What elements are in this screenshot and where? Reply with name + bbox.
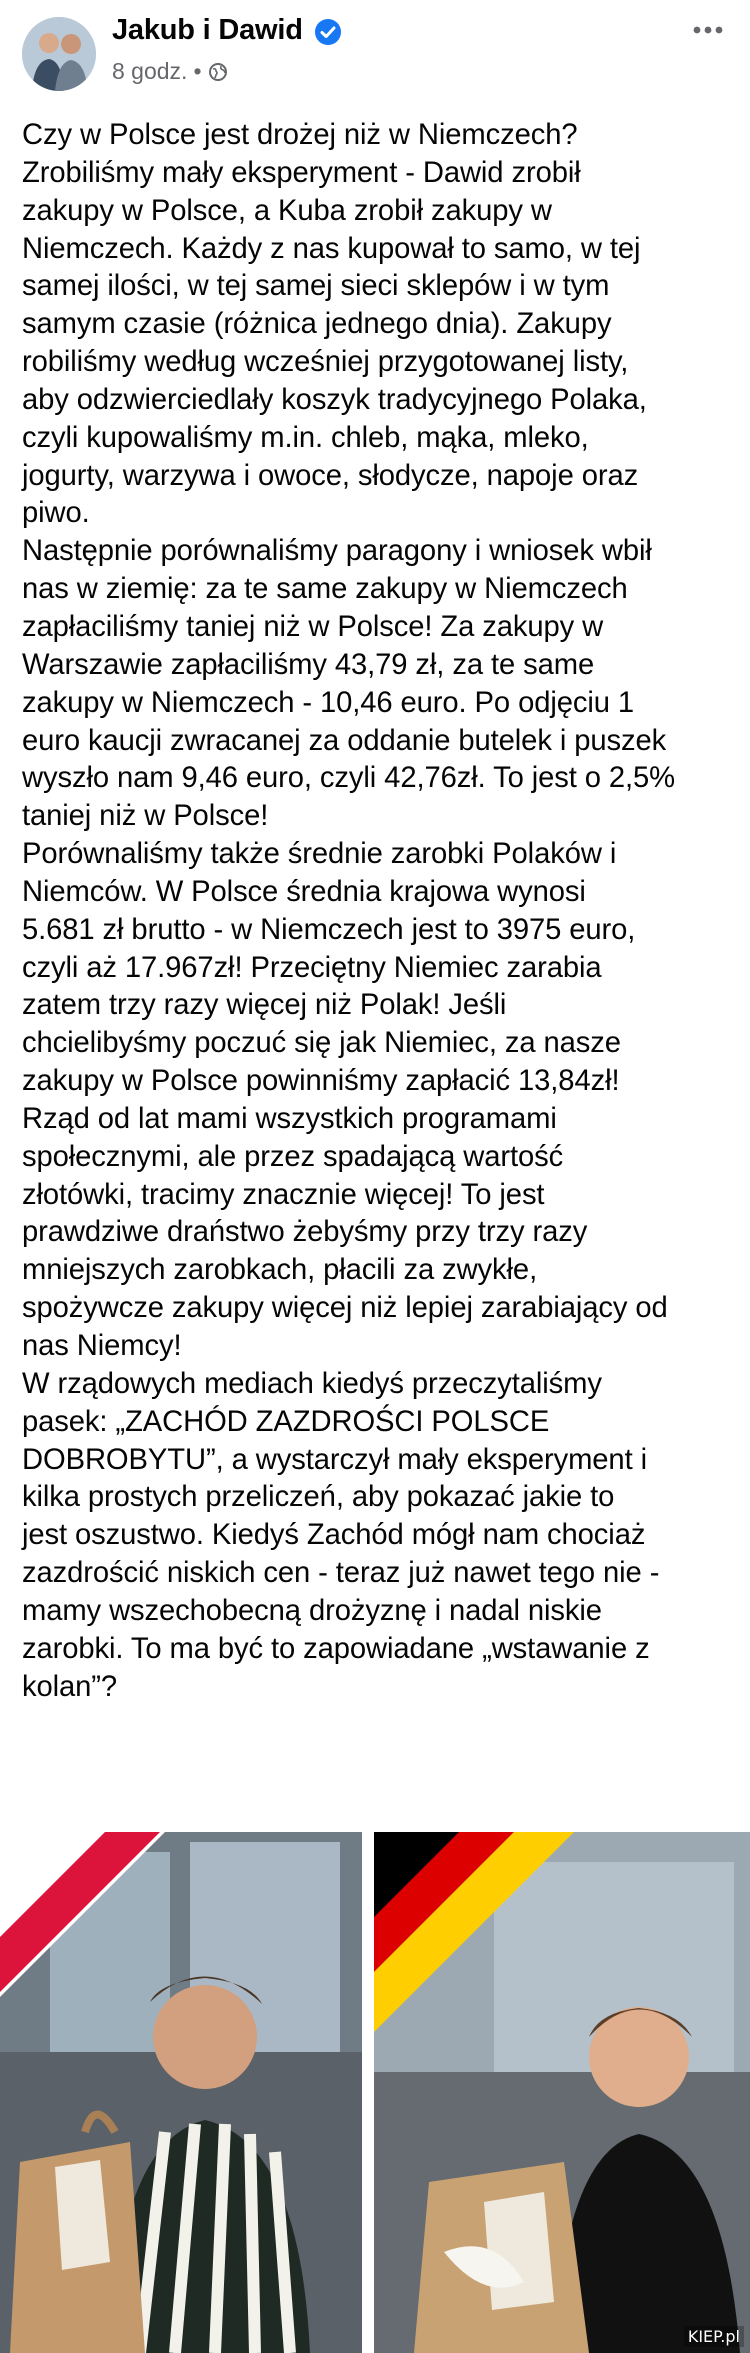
post-meta [112, 58, 228, 85]
more-dots-icon[interactable] [690, 16, 726, 44]
meta-separator: • [193, 58, 202, 84]
post-header [0, 0, 750, 100]
author-avatar[interactable] [22, 17, 96, 91]
verified-badge-icon [314, 18, 342, 46]
site-watermark: KIEP.pl [684, 2326, 744, 2347]
post-time[interactable]: 8 godz. [112, 58, 188, 84]
author-name[interactable]: Jakub i Dawid [112, 14, 303, 46]
photo-germany[interactable] [374, 1832, 750, 2353]
post-body-text: Czy w Polsce jest drożej niż w Niemczech? Zrobiliśmy mały eksperyment - Dawid zrobił zakupy w Polsce, a Kuba zrobił zakupy w Niemczech. Każdy z nas kupował to samo, w tej samej ilości, w tej samej sieci sklepów i w tym samym czasie (różnica jednego dnia). Zakupy robiliśmy według wcześniej przygotowanej listy, aby odzwierciedlały koszyk tradycyjnego Polaka, czyli kupowaliśmy m.in. chleb, mąka, mleko, jogurty, warzywa i owoce, słodycze, napoje oraz piwo. Następnie porównaliśmy paragony i wniosek wbił nas w ziemię: za te same zakupy w Niemczech zapłaciliśmy taniej niż w Polsce! Za zakupy w Warszawie zapłaciliśmy 43,79 zł, za te same zakupy w Niemczech - 10,46 euro. Po odjęciu 1 euro kaucji zwracanej za oddanie butelek i puszek wyszło nam 9,46 euro, czyli 42,76zł. To jest o 2,5% taniej niż w Polsce! Porównaliśmy także średnie zarobki Polaków i Niemców. W Polsce średnia krajowa wynosi 5.681 zł brutto - w Niemczech jest to 3975 euro, czyli aż 17.967zł! Przeciętny Niemiec zarabia zatem trzy razy więcej niż Polak! Jeśli chcielibyśmy poczuć się jak Niemiec, za nasze zakupy w Polsce powinniśmy zapłacić 13,84zł! Rząd od lat mami wszystkich programami społecznymi, ale przez spadającą wartość złotówki, tracimy znacznie więcej! To jest prawdziwe draństwo żebyśmy przy trzy razy mniejszych zarobkach, płacili za zwykłe, spożywcze zakupy więcej niż lepiej zarabiający od nas Niemcy! W rządowych mediach kiedyś przeczytaliśmy pasek: „ZACHÓD ZAZDROŚCI POLSCE DOBROBYTU”, a wystarczył mały eksperyment i kilka prostych przeliczeń, aby pokazać jakie to jest oszustwo. Kiedyś Zachód mógł nam chociaż zazdrościć niskich cen - teraz już nawet tego nie - mamy wszechobecną drożyznę i nadal niskie zarobki. To ma być to zapowiadane „wstawanie z kolan”? [22, 119, 676, 1703]
post-photos [0, 1832, 750, 2353]
photo-poland[interactable] [0, 1832, 362, 2353]
globe-icon[interactable] [208, 62, 228, 82]
